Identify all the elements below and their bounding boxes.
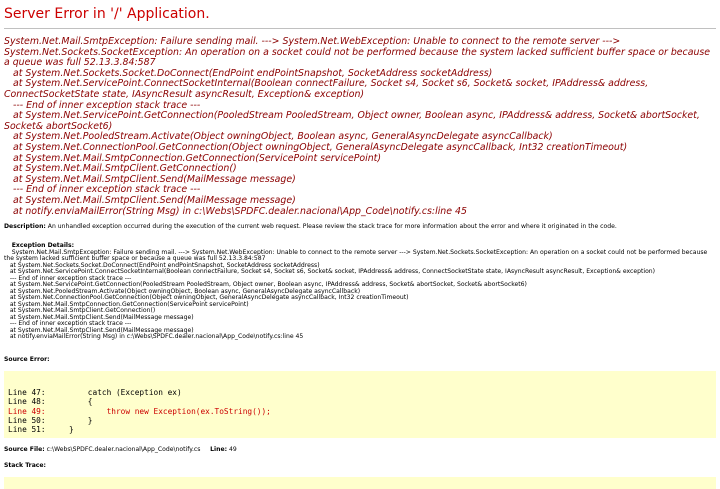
- exception-details-line: --- End of inner exception stack trace ---: [9, 320, 132, 328]
- exception-details-line: System.Net.Mail.SmtpException: Failure sending mail. ---> System.Net.WebException: Unable to connect to the remote server ---> System.Net.Sockets.SocketException: An operation on a socket could not be performed because the system lacked sufficient buffer space or because a queue was full 52.13.3.84:587: [4, 248, 708, 263]
- source-file-label: Source File:: [4, 446, 45, 454]
- exception-details-line: at System.Net.Mail.SmtpClient.Send(MailMessage message): [9, 313, 194, 321]
- error-message-line: System.Net.Mail.SmtpException: Failure sending mail. ---> System.Net.WebException: Unable to connect to the remote server ---> System.Net.Sockets.SocketException: An operation on a socket could not be performed because the system lacked sufficient buffer space or because a queue was full 52.13.3.84:587: [4, 36, 714, 69]
- exception-details-line: at System.Net.ConnectionPool.GetConnection(Object owningObject, GeneralAsyncDelegate asyncCallback, Int32 creationTimeout): [9, 294, 409, 302]
- source-line: Line 51: }: [8, 425, 74, 434]
- exception-details-block: [4, 237, 716, 348]
- error-message-line: at System.Net.Mail.SmtpClient.Send(MailMessage message): [4, 173, 296, 185]
- error-message-line: at System.Net.Mail.SmtpClient.GetConnection(): [4, 163, 237, 175]
- exception-details-line: at System.Net.Mail.SmtpClient.Send(MailMessage message): [9, 326, 194, 334]
- exception-details-text: [4, 249, 709, 341]
- error-message-line: at System.Net.ServicePoint.ConnectSocketInternal(Boolean connectFailure, Socket s4, Socket s6, Socket& socket, IPAddress& address, ConnectSocketState state, IAsyncResult asyncResult, Exception& exception): [4, 78, 652, 100]
- source-line: Line 50: }: [8, 415, 93, 425]
- error-message-line: at System.Net.Sockets.Socket.DoConnect(EndPoint endPointSnapshot, SocketAddress socketAddress): [4, 67, 493, 79]
- source-code-box: [4, 371, 716, 438]
- description-label: Description:: [4, 223, 46, 231]
- line-label: Line:: [210, 446, 228, 454]
- source-file-path: c:\Webs\SPDFC.dealer.nacional\App_Code\notify.cs: [46, 446, 201, 454]
- exception-details-line: at System.Net.Mail.SmtpConnection.GetConnection(ServicePoint servicePoint): [9, 300, 249, 308]
- exception-details-line: at System.Net.Mail.SmtpClient.GetConnection(): [9, 307, 156, 315]
- error-message-line: at System.Net.Mail.SmtpClient.Send(MailMessage message): [4, 194, 296, 206]
- error-message-line: at System.Net.PooledStream.Activate(Object owningObject, Boolean async, GeneralAsyncDelegate asyncCallback): [4, 131, 553, 143]
- source-line: Line 47: catch (Exception ex): [8, 388, 182, 398]
- exception-details-line: at System.Net.ServicePoint.GetConnection(PooledStream PooledStream, Object owner, Boolean async, IPAddress& address, Socket& abortSocket, Socket& abortSocket6): [9, 281, 527, 289]
- error-message-line: at System.Net.ServicePoint.GetConnection(PooledStream PooledStream, Object owner, Boolean async, IPAddress& address, Socket& abortSocket, Socket& abortSocket6): [4, 110, 703, 132]
- source-line-highlighted: Line 49: throw new Exception(ex.ToString());: [8, 406, 271, 416]
- description-block: [4, 224, 716, 231]
- exception-details-line: at notify.enviaMailError(String Msg) in c:\Webs\SPDFC.dealer.nacional\App_Code\notify.cs:line 45: [4, 333, 304, 341]
- error-message-line: --- End of inner exception stack trace ---: [4, 99, 201, 111]
- error-message-line: --- End of inner exception stack trace ---: [4, 184, 201, 196]
- error-message-line: at System.Net.Mail.SmtpConnection.GetConnection(ServicePoint servicePoint): [4, 152, 381, 164]
- description-text: An unhandled exception occurred during the execution of the current web request. Please review the stack trace for more information about the error and where it originated in the code.: [47, 223, 617, 231]
- source-line: Line 48: {: [8, 397, 93, 407]
- source-error-label: Source Error:: [4, 356, 50, 364]
- line-number: 49: [228, 446, 237, 454]
- exception-details-line: at System.Net.PooledStream.Activate(Object owningObject, Boolean async, GeneralAsyncDelegate asyncCallback): [9, 287, 361, 295]
- error-message-line: at System.Net.ConnectionPool.GetConnection(Object owningObject, GeneralAsyncDelegate asyncCallback, Int32 creationTimeout): [4, 141, 628, 153]
- stack-trace-box: [4, 477, 716, 489]
- error-message: [4, 37, 716, 217]
- stack-trace-label: Stack Trace:: [4, 462, 46, 470]
- exception-details-line: at System.Net.Sockets.Socket.DoConnect(EndPoint endPointSnapshot, SocketAddress socketAddress): [9, 261, 320, 269]
- title-divider: [4, 28, 716, 29]
- exception-details-line: --- End of inner exception stack trace ---: [9, 274, 132, 282]
- exception-details-line: at System.Net.ServicePoint.ConnectSocketInternal(Boolean connectFailure, Socket s4, Socket s6, Socket& socket, IPAddress& address, ConnectSocketState state, IAsyncResult asyncResult, Exception& exception): [9, 268, 656, 276]
- error-message-line: at notify.enviaMailError(String Msg) in c:\Webs\SPDFC.dealer.nacional\App_Code\notify.cs:line 45: [4, 205, 467, 217]
- exception-details-label: Exception Details:: [11, 242, 75, 250]
- page-title: Server Error in '/' Application.: [4, 6, 210, 22]
